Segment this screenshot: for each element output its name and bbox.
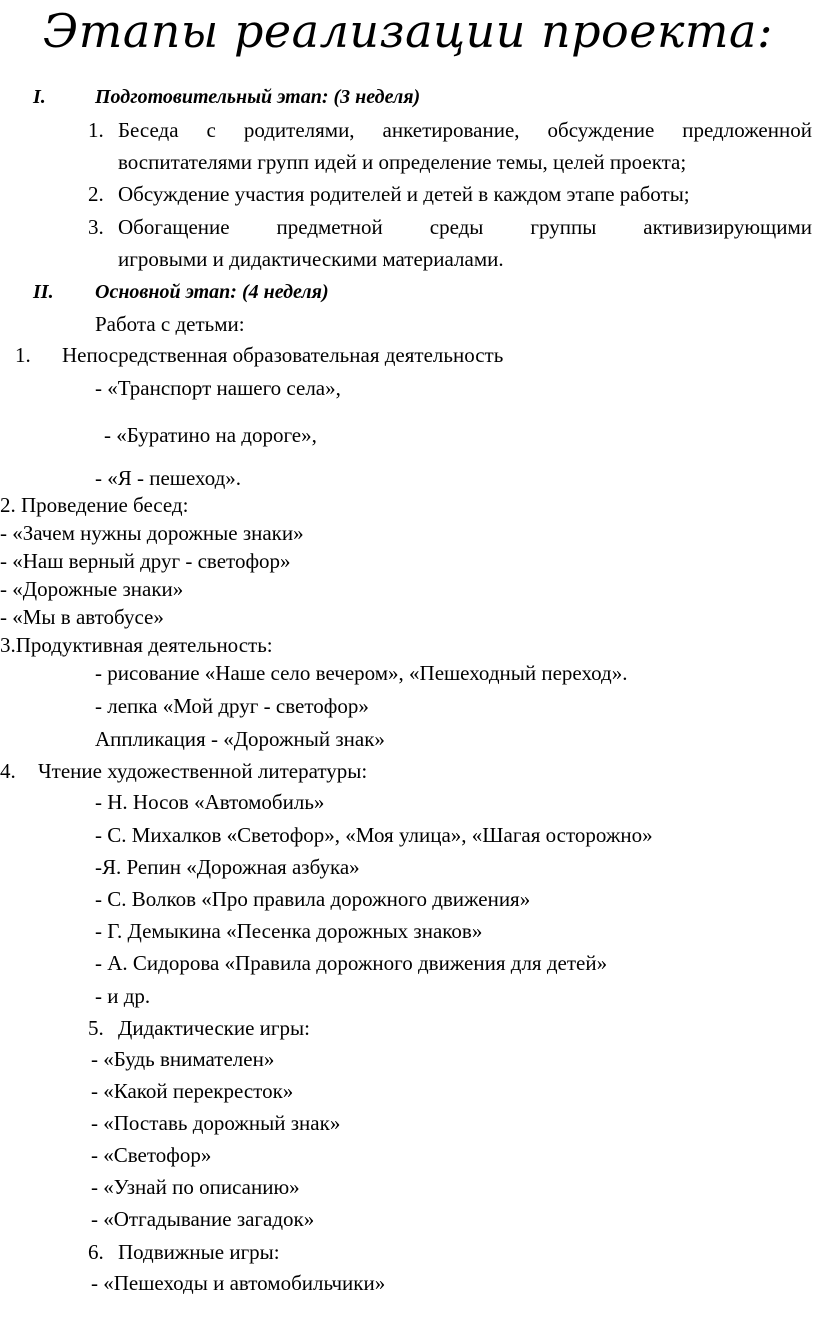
reading-number: 4.	[0, 759, 16, 783]
list-item: - «Отгадывание загадок»	[91, 1207, 315, 1231]
word: обсуждение	[547, 118, 655, 142]
productive-label: 3.Продуктивная деятельность:	[0, 633, 273, 657]
stage1-number: I.	[33, 86, 46, 108]
list-item: - «Наш верный друг - светофор»	[0, 549, 291, 573]
stage1-item3-line1	[118, 214, 812, 240]
list-item: - «Транспорт нашего села»,	[95, 376, 341, 400]
stage1-item2-line1: Обсуждение участия родителей и детей в каждом этапе работы;	[118, 182, 690, 206]
document-title: Этапы реализации проекта:	[43, 4, 773, 58]
mobile-games-number: 6.	[88, 1240, 104, 1264]
list-item: Аппликация - «Дорожный знак»	[95, 727, 385, 751]
list-item: - «Буратино на дороге»,	[104, 423, 317, 447]
list-item: - «Зачем нужны дорожные знаки»	[0, 521, 304, 545]
mobile-games-label: Подвижные игры:	[118, 1240, 280, 1264]
stage1-item1-line2: воспитателями групп идей и определение темы, целей проекта;	[118, 150, 687, 174]
nod-label: Непосредственная образовательная деятельность	[62, 343, 504, 367]
stage2-heading: Основной этап: (4 неделя)	[95, 281, 329, 303]
list-item: - Н. Носов «Автомобиль»	[95, 790, 325, 814]
word: предложенной	[682, 118, 812, 142]
stage1-item1-number: 1.	[88, 118, 104, 142]
word: активизирующими	[643, 215, 812, 239]
list-item: - «Поставь дорожный знак»	[91, 1111, 341, 1135]
word: Беседа	[118, 118, 179, 142]
word: Обогащение	[118, 215, 230, 239]
reading-label: Чтение художественной литературы:	[38, 759, 368, 783]
list-item: - и др.	[95, 984, 151, 1008]
didactic-number: 5.	[88, 1016, 104, 1040]
list-item: - «Какой перекресток»	[91, 1079, 294, 1103]
word: предметной	[276, 215, 383, 239]
list-item: - рисование «Наше село вечером», «Пешеходный переход».	[95, 661, 628, 685]
nod-number: 1.	[15, 343, 31, 367]
stage1-item1-line1	[118, 117, 812, 143]
didactic-label: Дидактические игры:	[118, 1016, 310, 1040]
stage1-item3-line2: игровыми и дидактическими материалами.	[118, 247, 504, 271]
list-item: - Г. Демыкина «Песенка дорожных знаков»	[95, 919, 483, 943]
list-item: - лепка «Мой друг - светофор»	[95, 694, 369, 718]
list-item: - С. Михалков «Светофор», «Моя улица», «Шагая осторожно»	[95, 823, 653, 847]
talks-label: 2. Проведение бесед:	[0, 493, 189, 517]
list-item: - С. Волков «Про правила дорожного движения»	[95, 887, 531, 911]
list-item: -Я. Репин «Дорожная азбука»	[95, 855, 360, 879]
work-with-children-label: Работа с детьми:	[95, 312, 245, 336]
stage2-number: II.	[33, 281, 54, 303]
list-item: - «Мы в автобусе»	[0, 605, 164, 629]
list-item: - «Дорожные знаки»	[0, 577, 184, 601]
list-item: - «Я - пешеход».	[95, 466, 242, 490]
list-item: - «Будь внимателен»	[91, 1047, 275, 1071]
stage1-item2-number: 2.	[88, 182, 104, 206]
stage1-heading: Подготовительный этап: (3 неделя)	[95, 86, 421, 108]
word: среды	[429, 215, 484, 239]
word: с	[206, 118, 216, 142]
list-item: - «Пешеходы и автомобильчики»	[91, 1271, 386, 1295]
list-item: - «Узнай по описанию»	[91, 1175, 300, 1199]
word: анкетирование,	[382, 118, 520, 142]
list-item: - «Светофор»	[91, 1143, 212, 1167]
list-item: - А. Сидорова «Правила дорожного движения для детей»	[95, 951, 608, 975]
stage1-item3-number: 3.	[88, 215, 104, 239]
word: группы	[530, 215, 597, 239]
word: родителями,	[243, 118, 355, 142]
